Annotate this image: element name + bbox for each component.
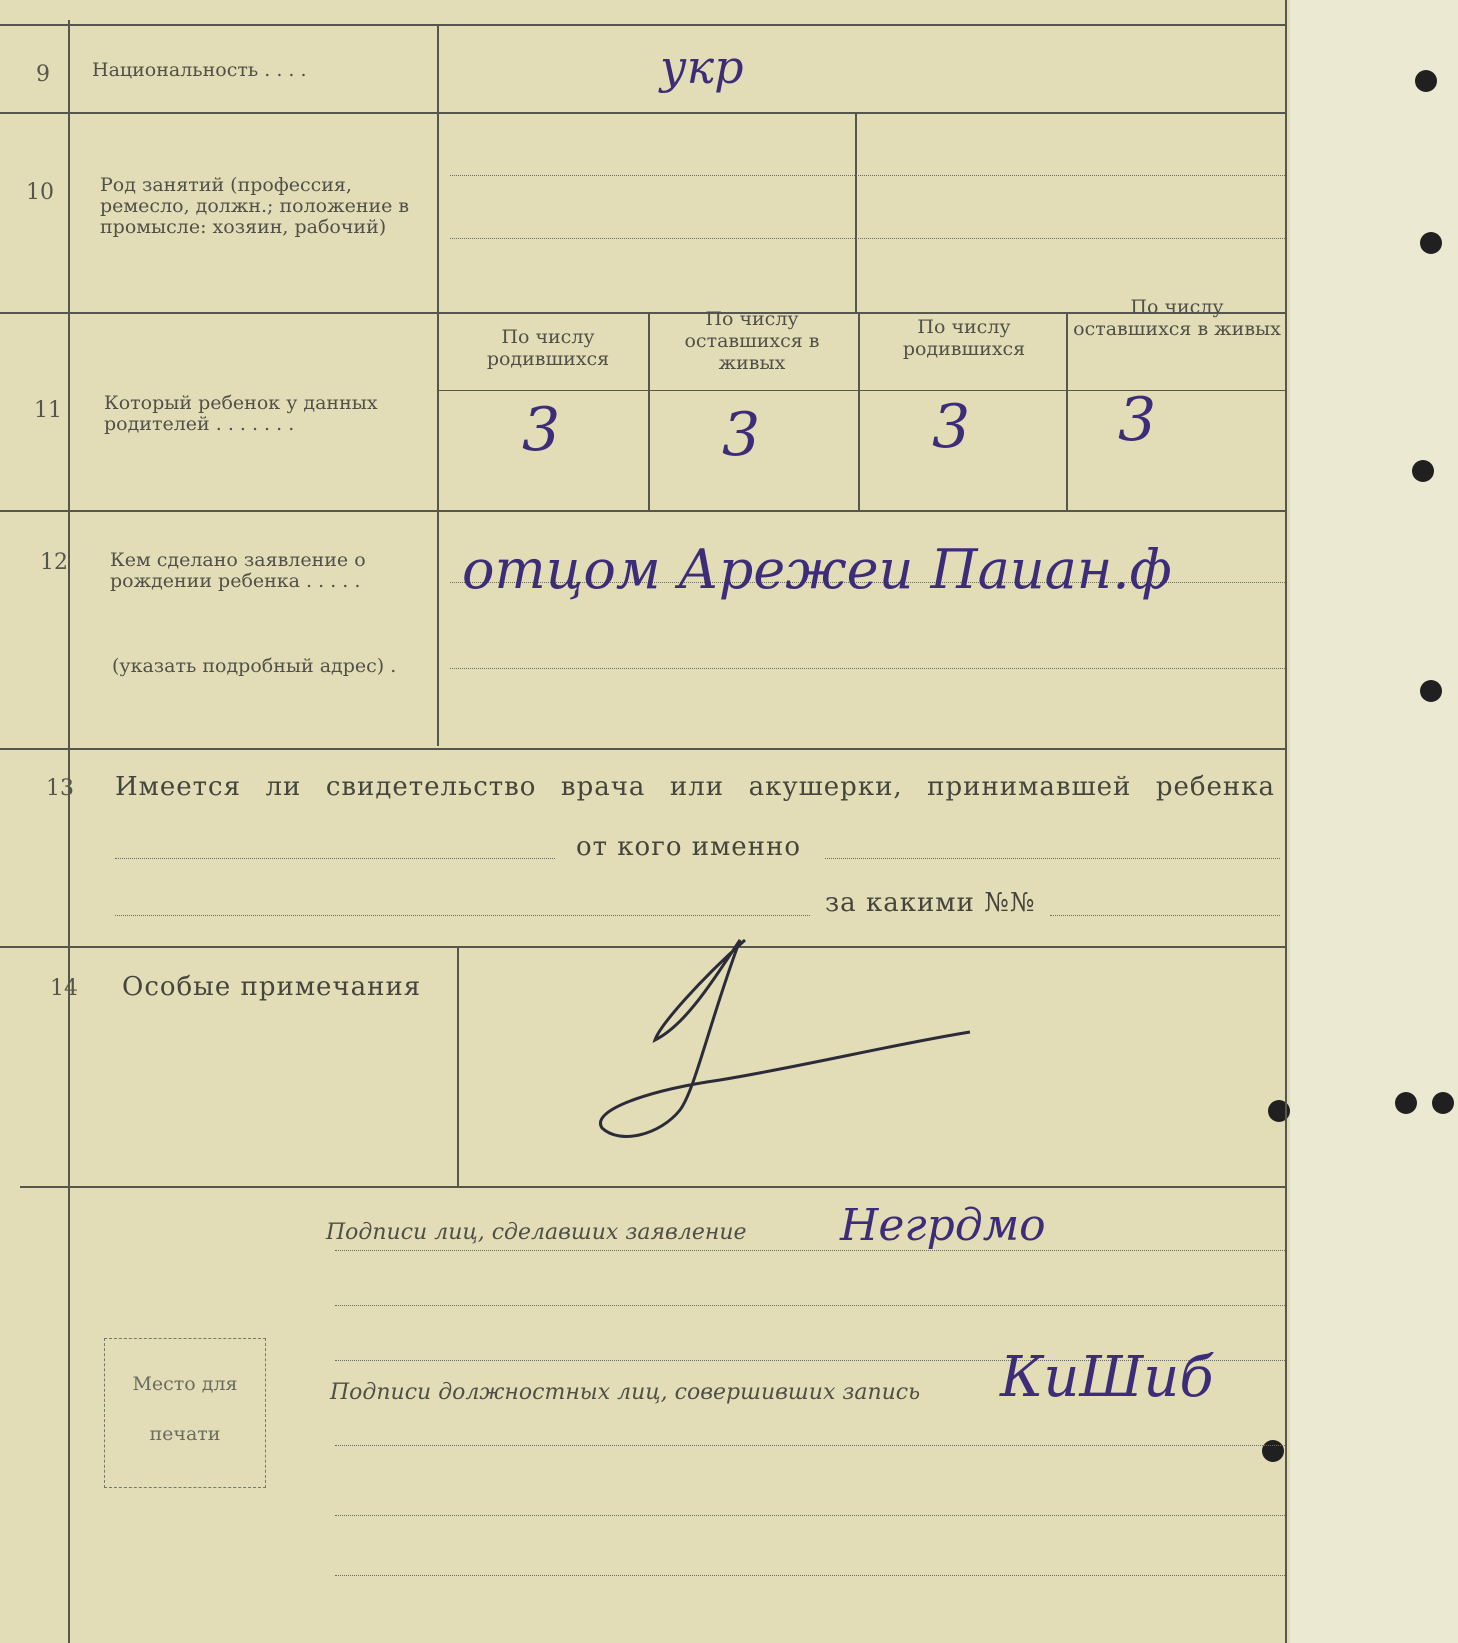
binding-hole bbox=[1420, 232, 1442, 254]
binding-hole bbox=[1432, 1092, 1454, 1114]
value-column-divider bbox=[648, 312, 650, 510]
value-column-divider bbox=[1066, 312, 1068, 510]
binding-hole bbox=[1415, 70, 1437, 92]
label-column-line bbox=[437, 24, 439, 746]
nationality-value: укр bbox=[660, 40, 744, 94]
numbers-label: за какими №№ bbox=[825, 888, 1036, 918]
certificate-question: Имеется ли свидетельство врача или акушерки, принимавшей ребенка bbox=[115, 772, 1275, 802]
officials-signature-label: Подписи должностных лиц, совершивших запись bbox=[330, 1380, 921, 1405]
column-header: По числу оставшихся в живых bbox=[1073, 296, 1281, 340]
row-separator bbox=[0, 748, 1287, 750]
binding-hole bbox=[1412, 460, 1434, 482]
officials-signature: КиШиб bbox=[1000, 1345, 1214, 1410]
from-whom-label: от кого именно bbox=[576, 832, 801, 862]
label-column-line bbox=[457, 948, 459, 1186]
binding-hole bbox=[1395, 1092, 1417, 1114]
row-number: 12 bbox=[40, 550, 68, 575]
left-column-line bbox=[68, 20, 70, 1643]
applicants-signature-label: Подписи лиц, сделавших заявление bbox=[326, 1220, 747, 1245]
seal-text: печати bbox=[149, 1423, 221, 1445]
address-label: (указать подробный адрес) . bbox=[112, 655, 397, 677]
nationality-label: Национальность . . . . bbox=[92, 59, 307, 81]
row-number: 13 bbox=[46, 776, 74, 801]
living-count: 3 bbox=[722, 400, 761, 470]
value-column-divider bbox=[855, 112, 857, 312]
column-header: По числу оставшихся в живых bbox=[684, 308, 820, 374]
row-number: 11 bbox=[34, 398, 62, 423]
declarant-value: отцом Арежеи Паиан.ф bbox=[462, 538, 1172, 601]
child-order-label: Который ребенок у данных родителей . . . . . . . bbox=[104, 392, 378, 435]
notes-label: Особые примечания bbox=[122, 972, 422, 1002]
row-separator bbox=[0, 24, 1287, 26]
seal-placeholder bbox=[104, 1338, 266, 1488]
subheader-line bbox=[437, 390, 1287, 391]
living-count: 3 bbox=[1118, 385, 1157, 455]
applicants-signature: Негрдмо bbox=[840, 1200, 1046, 1251]
row-separator bbox=[0, 112, 1287, 114]
column-header: По числу родившихся bbox=[486, 326, 610, 370]
row-number: 14 bbox=[50, 976, 78, 1001]
binding-hole bbox=[1420, 680, 1442, 702]
born-count: 3 bbox=[932, 392, 971, 462]
row-number: 10 bbox=[26, 180, 54, 205]
declarant-label: Кем сделано заявление о рождении ребенка . . . . . bbox=[110, 549, 366, 592]
right-border-line bbox=[1285, 0, 1287, 1643]
seal-text: Место для bbox=[132, 1373, 238, 1395]
binding-hole bbox=[1262, 1440, 1284, 1462]
notes-strike-mark bbox=[590, 930, 990, 1190]
born-count: 3 bbox=[522, 395, 561, 465]
value-column-divider bbox=[858, 312, 860, 510]
column-header: По числу родившихся bbox=[902, 316, 1026, 360]
row-separator bbox=[0, 510, 1287, 512]
row-number: 9 bbox=[36, 62, 50, 87]
occupation-label: Род занятий (профессия, ремесло, должн.; положение в промысле: хозяин, рабочий) bbox=[100, 174, 410, 238]
